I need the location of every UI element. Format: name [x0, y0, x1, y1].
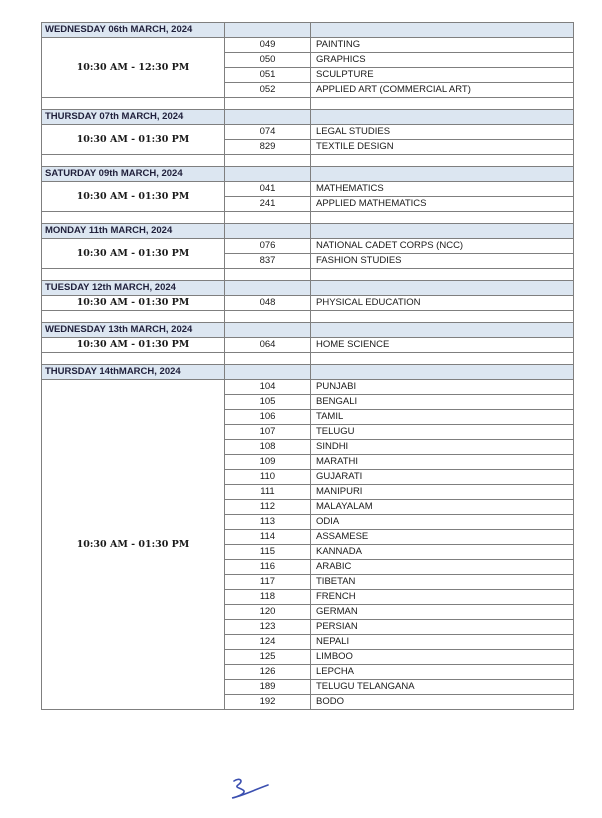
subject-name: BODO — [311, 695, 574, 710]
date-row-filler — [311, 167, 574, 182]
schedule-body — [42, 23, 574, 710]
table-row — [42, 182, 574, 197]
subject-code: 123 — [225, 620, 311, 635]
subject-code: 189 — [225, 680, 311, 695]
exam-time: 10:30 AM - 01:30 PM — [42, 338, 225, 353]
subject-name: NEPALI — [311, 635, 574, 650]
date-sheet — [41, 22, 573, 710]
subject-code: 105 — [225, 395, 311, 410]
exam-time: 10:30 AM - 01:30 PM — [42, 380, 225, 710]
subject-name: NATIONAL CADET CORPS (NCC) — [311, 239, 574, 254]
date-row-filler — [225, 281, 311, 296]
exam-date: WEDNESDAY 13th MARCH, 2024 — [42, 323, 225, 338]
exam-date: WEDNESDAY 06th MARCH, 2024 — [42, 23, 225, 38]
date-row-filler — [311, 224, 574, 239]
exam-time: 10:30 AM - 01:30 PM — [42, 239, 225, 269]
spacer-cell — [311, 98, 574, 110]
subject-name: TEXTILE DESIGN — [311, 140, 574, 155]
date-row-filler — [225, 323, 311, 338]
spacer-cell — [42, 353, 225, 365]
subject-code: 126 — [225, 665, 311, 680]
subject-code: 049 — [225, 38, 311, 53]
subject-name: APPLIED MATHEMATICS — [311, 197, 574, 212]
date-header-row — [42, 281, 574, 296]
date-row-filler — [225, 110, 311, 125]
subject-name: BENGALI — [311, 395, 574, 410]
exam-date: THURSDAY 14thMARCH, 2024 — [42, 365, 225, 380]
subject-code: 125 — [225, 650, 311, 665]
table-row — [42, 296, 574, 311]
table-row — [42, 125, 574, 140]
signature-mark-icon — [228, 775, 272, 803]
exam-date: MONDAY 11th MARCH, 2024 — [42, 224, 225, 239]
date-header-row — [42, 110, 574, 125]
subject-code: 104 — [225, 380, 311, 395]
spacer-cell — [225, 311, 311, 323]
date-row-filler — [225, 23, 311, 38]
subject-name: SINDHI — [311, 440, 574, 455]
subject-code: 117 — [225, 575, 311, 590]
subject-name: MANIPURI — [311, 485, 574, 500]
spacer-cell — [311, 353, 574, 365]
subject-name: TELUGU — [311, 425, 574, 440]
subject-name: PHYSICAL EDUCATION — [311, 296, 574, 311]
subject-name: PUNJABI — [311, 380, 574, 395]
table-row — [42, 239, 574, 254]
subject-name: TAMIL — [311, 410, 574, 425]
subject-code: 041 — [225, 182, 311, 197]
subject-name: PERSIAN — [311, 620, 574, 635]
subject-code: 192 — [225, 695, 311, 710]
date-header-row — [42, 323, 574, 338]
subject-code: 241 — [225, 197, 311, 212]
spacer-cell — [311, 269, 574, 281]
subject-code: 051 — [225, 68, 311, 83]
subject-code: 111 — [225, 485, 311, 500]
subject-name: ASSAMESE — [311, 530, 574, 545]
exam-time: 10:30 AM - 12:30 PM — [42, 38, 225, 98]
subject-name: LIMBOO — [311, 650, 574, 665]
subject-code: 109 — [225, 455, 311, 470]
spacer-row — [42, 311, 574, 323]
spacer-row — [42, 269, 574, 281]
subject-code: 106 — [225, 410, 311, 425]
subject-name: LEGAL STUDIES — [311, 125, 574, 140]
spacer-cell — [225, 155, 311, 167]
subject-name: SCULPTURE — [311, 68, 574, 83]
subject-code: 118 — [225, 590, 311, 605]
subject-code: 048 — [225, 296, 311, 311]
subject-code: 076 — [225, 239, 311, 254]
subject-code: 113 — [225, 515, 311, 530]
date-row-filler — [311, 281, 574, 296]
subject-code: 108 — [225, 440, 311, 455]
table-row — [42, 38, 574, 53]
subject-name: KANNADA — [311, 545, 574, 560]
subject-code: 064 — [225, 338, 311, 353]
spacer-cell — [42, 155, 225, 167]
subject-code: 116 — [225, 560, 311, 575]
subject-code: 124 — [225, 635, 311, 650]
spacer-cell — [225, 269, 311, 281]
subject-code: 112 — [225, 500, 311, 515]
exam-time: 10:30 AM - 01:30 PM — [42, 125, 225, 155]
subject-name: FASHION STUDIES — [311, 254, 574, 269]
date-row-filler — [225, 365, 311, 380]
subject-name: HOME SCIENCE — [311, 338, 574, 353]
spacer-cell — [311, 155, 574, 167]
date-header-row — [42, 167, 574, 182]
subject-name: GERMAN — [311, 605, 574, 620]
subject-code: 052 — [225, 83, 311, 98]
spacer-cell — [225, 353, 311, 365]
date-row-filler — [225, 224, 311, 239]
spacer-row — [42, 212, 574, 224]
spacer-cell — [311, 212, 574, 224]
subject-code: 829 — [225, 140, 311, 155]
exam-date: THURSDAY 07th MARCH, 2024 — [42, 110, 225, 125]
subject-code: 050 — [225, 53, 311, 68]
date-row-filler — [311, 23, 574, 38]
date-row-filler — [225, 167, 311, 182]
date-row-filler — [311, 110, 574, 125]
spacer-row — [42, 98, 574, 110]
table-row — [42, 338, 574, 353]
subject-name: MARATHI — [311, 455, 574, 470]
subject-name: MATHEMATICS — [311, 182, 574, 197]
subject-name: GUJARATI — [311, 470, 574, 485]
subject-name: PAINTING — [311, 38, 574, 53]
subject-code: 110 — [225, 470, 311, 485]
spacer-cell — [311, 311, 574, 323]
subject-name: ODIA — [311, 515, 574, 530]
date-header-row — [42, 365, 574, 380]
subject-code: 120 — [225, 605, 311, 620]
table-row — [42, 380, 574, 395]
exam-date: TUESDAY 12th MARCH, 2024 — [42, 281, 225, 296]
date-header-row — [42, 224, 574, 239]
subject-name: MALAYALAM — [311, 500, 574, 515]
date-row-filler — [311, 323, 574, 338]
subject-name: TELUGU TELANGANA — [311, 680, 574, 695]
spacer-row — [42, 353, 574, 365]
spacer-cell — [42, 98, 225, 110]
spacer-cell — [225, 98, 311, 110]
subject-code: 074 — [225, 125, 311, 140]
exam-time: 10:30 AM - 01:30 PM — [42, 182, 225, 212]
subject-code: 114 — [225, 530, 311, 545]
exam-date: SATURDAY 09th MARCH, 2024 — [42, 167, 225, 182]
subject-name: GRAPHICS — [311, 53, 574, 68]
date-header-row — [42, 23, 574, 38]
date-row-filler — [311, 365, 574, 380]
subject-code: 115 — [225, 545, 311, 560]
spacer-cell — [42, 212, 225, 224]
spacer-cell — [42, 269, 225, 281]
subject-code: 107 — [225, 425, 311, 440]
subject-name: ARABIC — [311, 560, 574, 575]
spacer-row — [42, 155, 574, 167]
subject-code: 837 — [225, 254, 311, 269]
subject-name: APPLIED ART (COMMERCIAL ART) — [311, 83, 574, 98]
spacer-cell — [42, 311, 225, 323]
subject-name: FRENCH — [311, 590, 574, 605]
subject-name: LEPCHA — [311, 665, 574, 680]
subject-name: TIBETAN — [311, 575, 574, 590]
exam-schedule-table — [41, 22, 574, 710]
spacer-cell — [225, 212, 311, 224]
exam-time: 10:30 AM - 01:30 PM — [42, 296, 225, 311]
